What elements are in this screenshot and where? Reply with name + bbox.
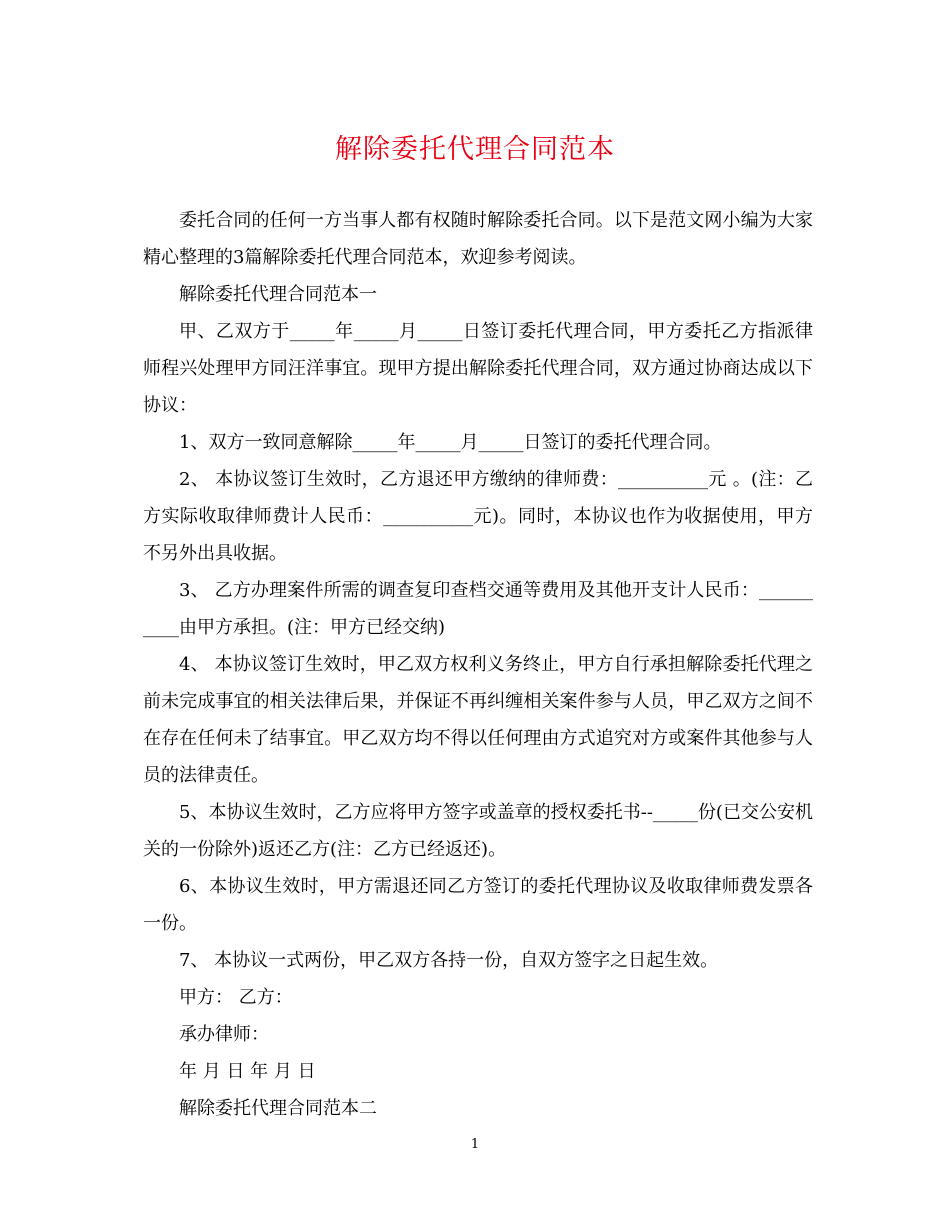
document-title: 解除委托代理合同范本: [335, 134, 615, 165]
signature-parties: 甲方： 乙方：: [179, 987, 293, 1008]
clause-3: 3、 乙方办理案件所需的调查复印查档交通等费用及其他开支计人民币：__________由甲方承担。(注：甲方已经交纳): [143, 580, 813, 638]
clause-7: 7、 本协议一式两份，甲乙双方各持一份，自双方签字之日起生效。: [179, 950, 719, 971]
signature-dates: 年 月 日 年 月 日: [179, 1061, 316, 1082]
paragraph-heading-sample-one: 解除委托代理合同范本一: [179, 284, 377, 305]
document-body: [143, 202, 813, 1127]
paragraph-preamble: 甲、乙双方于_____年_____月_____日签订委托代理合同，甲方委托乙方指派律师程兴处理甲方同汪洋事宜。现甲方提出解除委托代理合同，双方通过协商达成以下协议：: [143, 321, 813, 416]
clause-1: 1、双方一致同意解除_____年_____月_____日签订的委托代理合同。: [179, 432, 722, 453]
signature-lawyer: 承办律师：: [179, 1024, 269, 1045]
paragraph-intro: 委托合同的任何一方当事人都有权随时解除委托合同。以下是范文网小编为大家精心整理的3篇解除委托代理合同范本，欢迎参考阅读。: [143, 210, 813, 268]
clause-5: 5、本协议生效时，乙方应将甲方签字或盖章的授权委托书--_____份(已交公安机关的一份除外)返还乙方(注：乙方已经返还)。: [143, 802, 813, 860]
paragraph-heading-sample-two: 解除委托代理合同范本二: [179, 1098, 377, 1119]
clause-6: 6、本协议生效时，甲方需退还同乙方签订的委托代理协议及收取律师费发票各一份。: [143, 876, 813, 934]
page-number: 1: [470, 1137, 480, 1152]
clause-4: 4、 本协议签订生效时，甲乙双方权利义务终止，甲方自行承担解除委托代理之前未完成事宜的相关法律后果，并保证不再纠缠相关案件参与人员，甲乙双方之间不在存在任何未了结事宜。甲乙双方均不得以任何理由方式追究对方或案件其他参与人员的法律责任。: [143, 654, 813, 786]
clause-2: 2、 本协议签订生效时，乙方退还甲方缴纳的律师费：__________元 。(注：乙方实际收取律师费计人民币：__________元)。同时，本协议也作为收据使用，甲方不另外出具收据。: [143, 469, 813, 564]
